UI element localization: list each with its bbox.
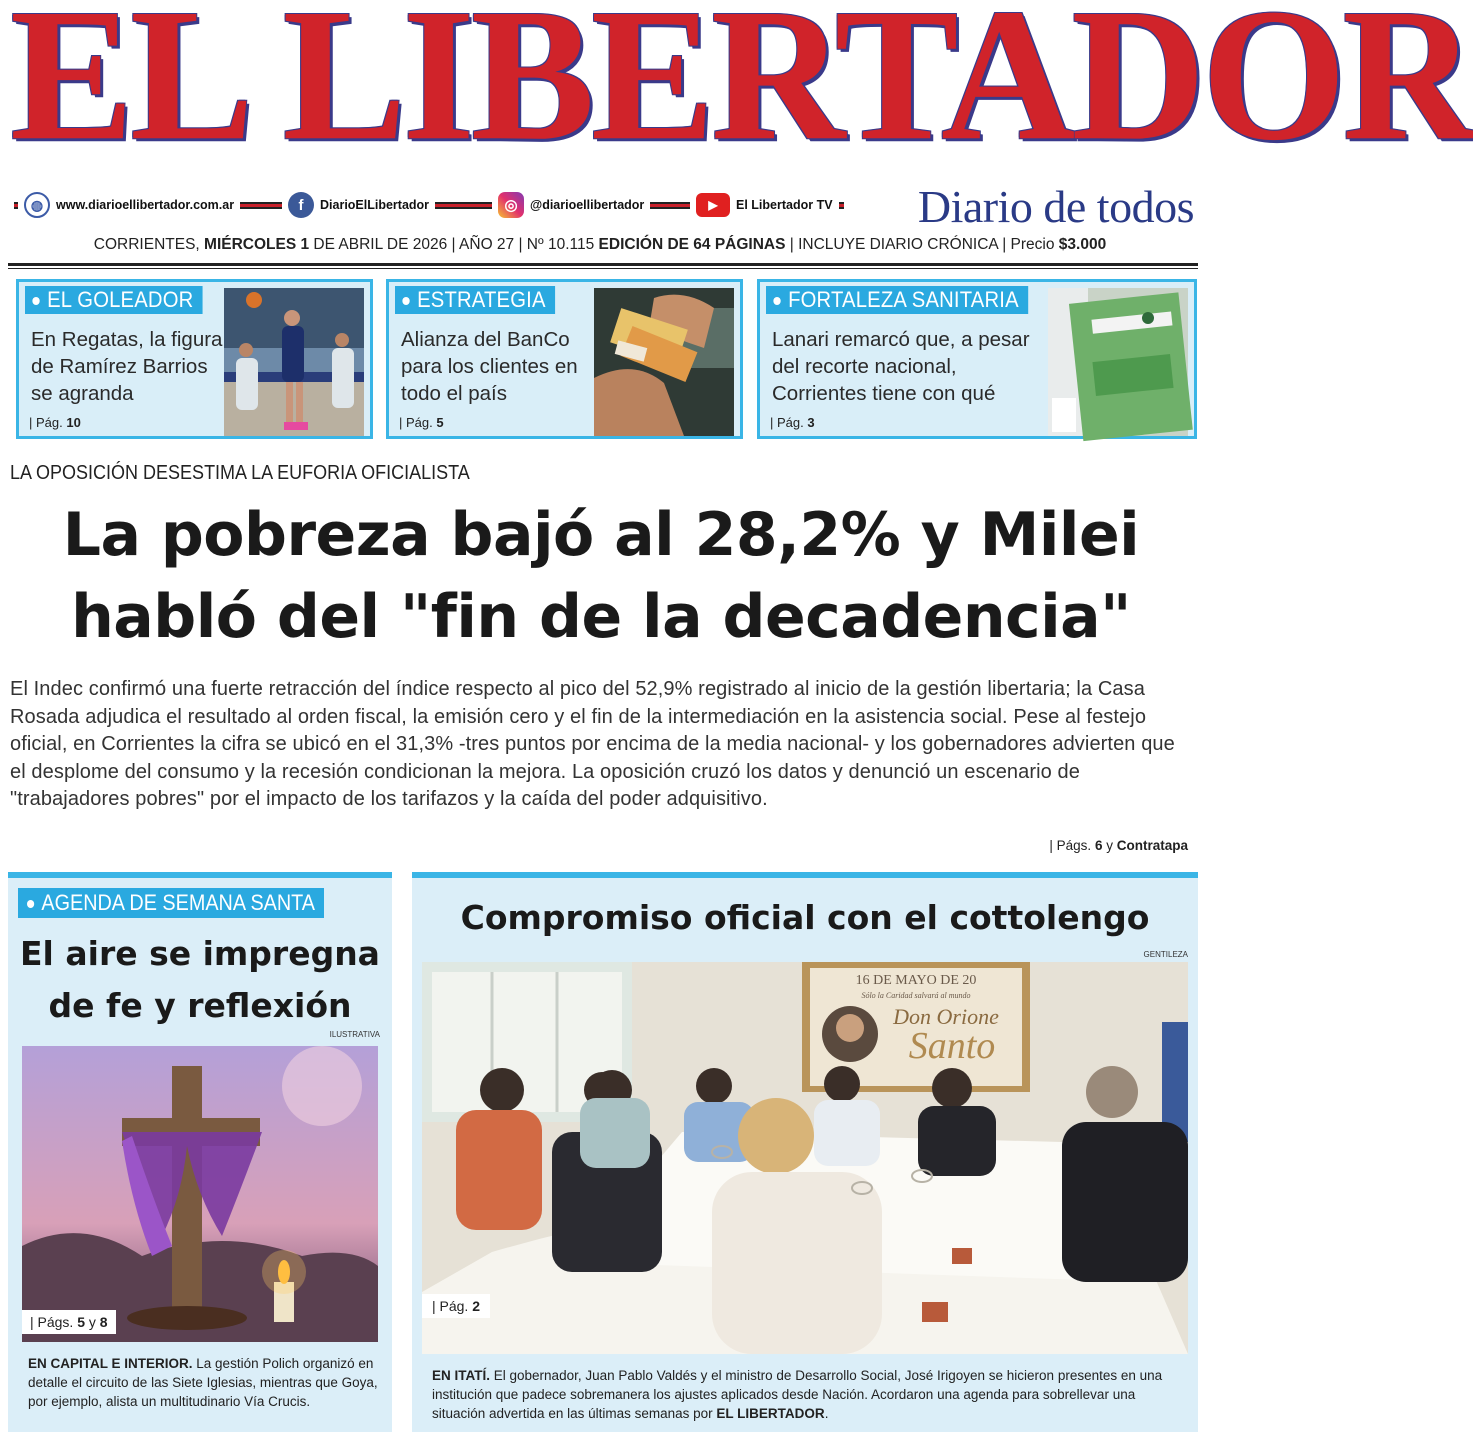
photo-credit: GENTILEZA xyxy=(1143,950,1188,959)
cottolengo-caption: EN ITATÍ. El gobernador, Juan Pablo Valdés y el ministro de Desarrollo Social, José Irigoyen se hicieron presentes en una institución que padece sobremanera los ajustes aplicados desde Nación. Acordaron una agenda para sobrellevar una situación advertida en las últimas semanas por EL LIBERTADOR. xyxy=(432,1368,1163,1421)
meeting-photo xyxy=(422,962,1188,1354)
dateline-city: CORRIENTES, xyxy=(93,236,200,253)
main-story-lead: El Indec confirmó una fuerte retracción del índice respecto al pico del 52,9% registrado al inicio de la gestión libertaria; la Casa Rosada adjudica el resultado al orden fiscal, la emisión cero y el fin de la intermediación en la asistencia social. Pese al festejo oficial, en Corrientes la cifra se ubicó en el 31,3% -tres puntos por encima de la media nacional- y los gobernadores advierten que el desplome del consumo y la recesión condicionan la mejora. La oposición cruzó los datos y denunció un escenario de "trabajadores pobres" por el impacto de los tarifazos y la caída del poder adquisitivo. xyxy=(10,678,1175,810)
dateline-weekday: MIÉRCOLES 1 xyxy=(204,236,310,253)
main-headline[interactable] xyxy=(6,494,1196,658)
section-label: AGENDA DE SEMANA SANTA xyxy=(18,888,324,918)
agenda-headline: El aire se impregna de fe y reflexión xyxy=(20,934,380,1025)
facebook-link[interactable] xyxy=(282,190,435,220)
teaser-label: EL GOLEADOR xyxy=(25,286,203,314)
teaser-estrategia[interactable] xyxy=(386,279,743,439)
facebook-label: DiarioElLibertador xyxy=(320,198,430,212)
website-link[interactable] xyxy=(18,190,240,220)
newspaper-logo: EL LIBERTADOR xyxy=(10,0,1473,181)
teaser-fortaleza-sanitaria[interactable] xyxy=(757,279,1197,439)
basketball-photo xyxy=(224,288,364,436)
youtube-icon: ▶ xyxy=(696,193,730,217)
dateline-includes: | INCLUYE DIARIO CRÓNICA | Precio xyxy=(789,236,1055,253)
cottolengo-story[interactable] xyxy=(412,872,1198,1432)
cross-illustration xyxy=(22,1046,378,1342)
social-bar xyxy=(14,190,844,220)
facebook-icon: f xyxy=(288,192,314,218)
dateline-date: DE ABRIL DE 2026 | AÑO 27 | Nº 10.115 xyxy=(313,236,595,253)
main-story-kicker: LA OPOSICIÓN DESESTIMA LA EUFORIA OFICIALISTA xyxy=(10,462,470,484)
teaser-text: Lanari remarcó que, a pesar del recorte nacional, Corrientes tiene con qué xyxy=(772,328,1030,405)
website-label: www.diarioellibertador.com.ar xyxy=(56,198,235,212)
cottolengo-headline: Compromiso oficial con el cottolengo xyxy=(460,898,1150,937)
svg-text:Santo: Santo xyxy=(908,1025,996,1067)
agenda-caption: EN CAPITAL E INTERIOR. La gestión Polich organizó en detalle el circuito de las Siete Iglesias, mientras que Goya, por ejemplo, alista un multitudinario Vía Crucis. xyxy=(28,1356,378,1409)
dateline-price: $3.000 xyxy=(1058,236,1107,253)
page-ref: | Pág. 3 xyxy=(770,415,815,430)
page-ref: | Págs. 5 y 8 xyxy=(22,1310,116,1334)
masthead xyxy=(0,0,1473,232)
photo-credit: ILUSTRATIVA xyxy=(329,1030,380,1039)
svg-text:Don Orione: Don Orione xyxy=(893,1004,999,1029)
page-ref: | Pág. 2 xyxy=(422,1294,490,1318)
teaser-text: Alianza del BanCo para los clientes en todo el país xyxy=(401,328,578,405)
divider xyxy=(8,268,1198,269)
page-ref: | Pág. 5 xyxy=(399,415,444,430)
instagram-link[interactable] xyxy=(492,190,650,220)
teaser-label: ESTRATEGIA xyxy=(395,286,555,314)
dateline-edition: EDICIÓN DE 64 PÁGINAS xyxy=(598,236,786,253)
tagline: Diario de todos xyxy=(917,181,1194,232)
youtube-label: El Libertador TV xyxy=(736,198,833,212)
svg-text:Sólo la Caridad salvará al mun: Sólo la Caridad salvará al mundo xyxy=(861,991,971,1000)
dateline xyxy=(0,236,1200,254)
divider xyxy=(8,263,1198,266)
globe-icon: ◍ xyxy=(24,192,50,218)
medicine-box-photo xyxy=(1048,288,1188,436)
page-ref: | Pág. 10 xyxy=(29,415,81,430)
agenda-semana-santa[interactable] xyxy=(8,872,392,1432)
teaser-label: FORTALEZA SANITARIA xyxy=(766,286,1028,314)
instagram-icon: ◎ xyxy=(498,192,524,218)
youtube-link[interactable] xyxy=(690,190,839,220)
teaser-text: En Regatas, la figura de Ramírez Barrios se agranda xyxy=(31,328,223,405)
instagram-label: @diarioellibertador xyxy=(530,198,645,212)
svg-text:16 DE MAYO DE 20: 16 DE MAYO DE 20 xyxy=(855,973,977,988)
teaser-goleador[interactable] xyxy=(16,279,373,439)
page-ref: | Págs. 6 y Contratapa xyxy=(1049,838,1188,853)
banknotes-photo xyxy=(594,288,734,436)
headline-line: habló del "fin de la decadencia" xyxy=(71,582,1131,652)
headline-line: La pobreza bajó al 28,2% y Milei xyxy=(62,500,1140,570)
